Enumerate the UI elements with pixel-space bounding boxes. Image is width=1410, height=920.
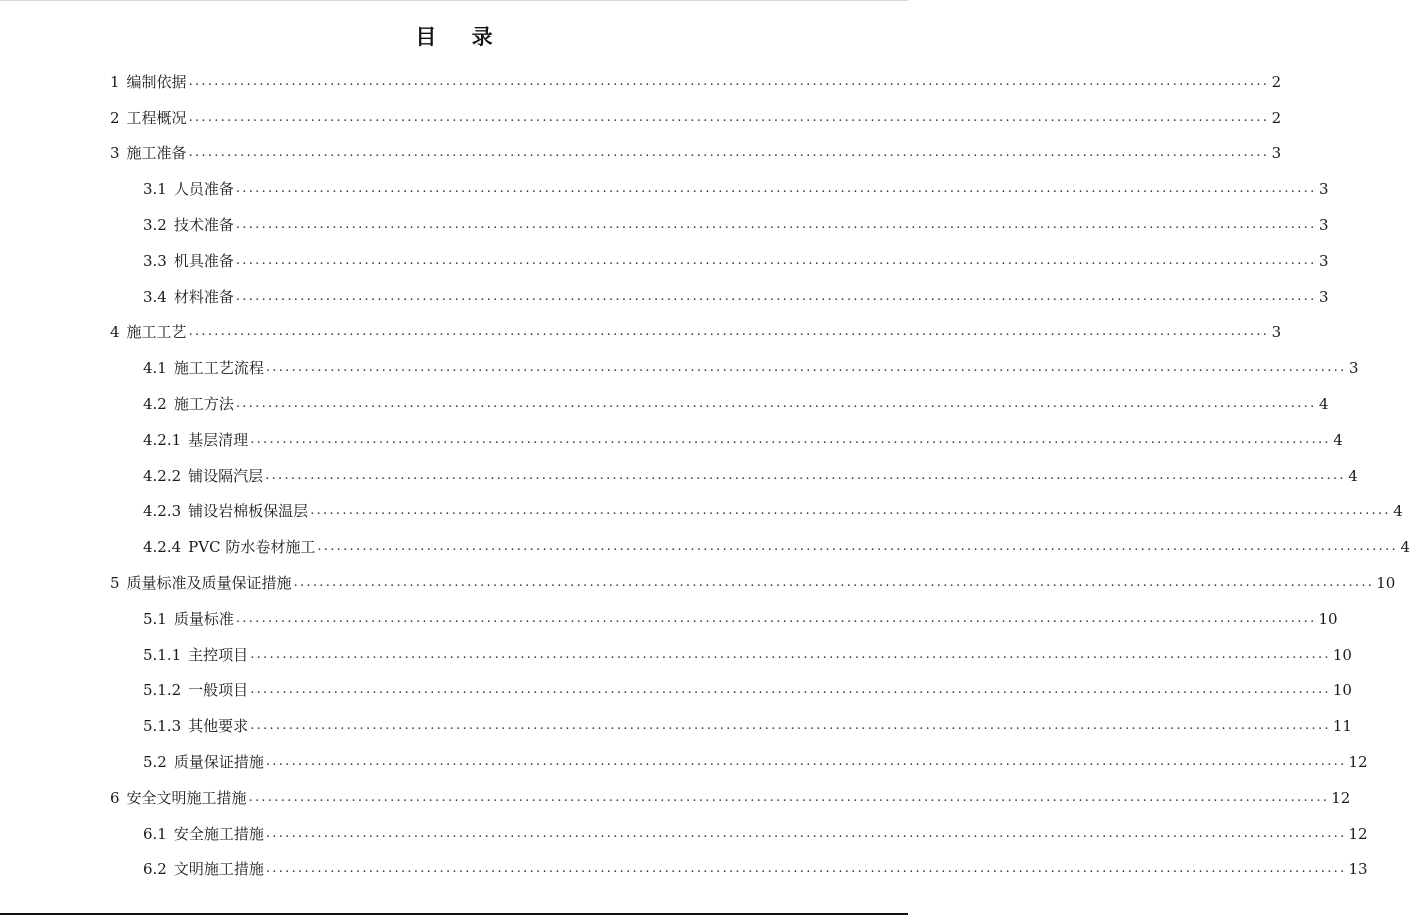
toc-entry[interactable] — [0, 279, 1329, 315]
toc-entry[interactable] — [0, 64, 1282, 100]
toc-entry-title: 材料准备 — [173, 287, 234, 306]
toc-dot-leader: ........................................................................................................................................................................ — [250, 431, 1331, 447]
toc-entry[interactable] — [0, 852, 1368, 888]
toc-dot-leader: ........................................................................................................................................................................ — [235, 288, 1317, 304]
toc-entry-number: 4.1 — [143, 359, 167, 378]
toc-entry-page: 12 — [1331, 788, 1351, 807]
toc-entry-number: 4.2.4 — [143, 538, 182, 557]
toc-entry-title: 施工工艺 — [126, 323, 187, 342]
toc-dot-leader: ........................................................................................................................................................................ — [265, 861, 1347, 877]
toc-entry-page: 10 — [1332, 645, 1352, 664]
toc-entry-title: 文明施工措施 — [173, 860, 264, 879]
toc-entry[interactable] — [0, 350, 1359, 386]
toc-entry-title: 质量保证措施 — [173, 753, 264, 772]
toc-entry-number: 3.3 — [143, 251, 167, 270]
toc-entry[interactable] — [0, 816, 1368, 852]
toc-dot-leader: ........................................................................................................................................................................ — [235, 217, 1317, 233]
toc-dot-leader: ........................................................................................................................................................................ — [235, 181, 1317, 197]
toc-dot-leader: ........................................................................................................................................................................ — [317, 539, 1398, 555]
toc-entry-number: 3.1 — [143, 180, 167, 199]
toc-entry[interactable] — [0, 744, 1368, 780]
toc-entry-title: 质量标准 — [173, 609, 234, 628]
toc-entry-number: 4.2.3 — [143, 502, 182, 521]
toc-entry-page: 4 — [1333, 430, 1343, 449]
toc-entry-page: 10 — [1332, 681, 1352, 700]
toc-entry-number: 4 — [110, 323, 120, 342]
toc-entry-page: 12 — [1348, 824, 1368, 843]
toc-entry-page: 3 — [1271, 323, 1282, 342]
toc-entry-title: 编制依据 — [126, 72, 187, 91]
toc-entry[interactable] — [0, 315, 1282, 351]
toc-entry-page: 10 — [1376, 574, 1396, 593]
toc-dot-leader: ........................................................................................................................................................................ — [188, 109, 1270, 125]
toc-entry-title: 施工工艺流程 — [173, 359, 264, 378]
toc-entry-number: 6.1 — [143, 824, 167, 843]
toc-entry[interactable] — [0, 207, 1329, 243]
toc-entry[interactable] — [0, 243, 1329, 279]
toc-entry[interactable] — [0, 708, 1352, 744]
toc-entry-title: PVC 防水卷材施工 — [188, 538, 316, 557]
toc-entry-number: 5.1.1 — [143, 645, 182, 664]
toc-dot-leader: ........................................................................................................................................................................ — [265, 825, 1347, 841]
toc-entry-title: 机具准备 — [173, 251, 234, 270]
toc-entry-number: 4.2.2 — [143, 466, 182, 485]
toc-entry-title: 质量标准及质量保证措施 — [126, 574, 292, 593]
bottom-rule — [0, 913, 908, 915]
toc-entry-page: 4 — [1400, 538, 1410, 557]
toc-entry-title: 一般项目 — [188, 681, 249, 700]
toc-entry-title: 安全文明施工措施 — [126, 788, 247, 807]
toc-dot-leader: ........................................................................................................................................................................ — [293, 575, 1375, 591]
table-of-contents — [0, 64, 1410, 887]
toc-entry-number: 5.1 — [143, 609, 167, 628]
top-rule — [0, 0, 908, 1]
toc-entry[interactable] — [0, 673, 1352, 709]
toc-entry-page: 3 — [1318, 287, 1329, 306]
toc-dot-leader: ........................................................................................................................................................................ — [235, 396, 1317, 412]
toc-entry[interactable] — [0, 637, 1352, 673]
toc-entry[interactable] — [0, 386, 1329, 422]
toc-dot-leader: ........................................................................................................................................................................ — [235, 610, 1317, 626]
toc-entry-page: 4 — [1348, 466, 1358, 485]
toc-entry-page: 4 — [1393, 502, 1403, 521]
toc-entry[interactable] — [0, 529, 1410, 565]
toc-entry[interactable] — [0, 494, 1403, 530]
toc-entry-number: 4.2.1 — [143, 430, 182, 449]
toc-entry-page: 12 — [1348, 753, 1368, 772]
toc-dot-leader: ........................................................................................................................................................................ — [250, 646, 1331, 662]
toc-entry[interactable] — [0, 171, 1329, 207]
toc-entry[interactable] — [0, 601, 1338, 637]
toc-dot-leader: ........................................................................................................................................................................ — [250, 718, 1331, 734]
toc-entry-title: 主控项目 — [188, 645, 249, 664]
toc-entry-title: 铺设隔汽层 — [188, 466, 264, 485]
toc-entry-title: 技术准备 — [173, 216, 234, 235]
toc-entry-page: 3 — [1318, 216, 1329, 235]
toc-dot-leader: ........................................................................................................................................................................ — [265, 360, 1347, 376]
toc-entry-number: 1 — [110, 72, 120, 91]
toc-dot-leader: ........................................................................................................................................................................ — [265, 467, 1346, 483]
toc-entry[interactable] — [0, 100, 1282, 136]
toc-entry-number: 3 — [110, 144, 120, 163]
toc-entry-page: 3 — [1271, 144, 1282, 163]
page-title: 目 录 — [415, 25, 507, 49]
toc-entry-number: 5.1.3 — [143, 717, 182, 736]
toc-entry-number: 3.4 — [143, 287, 167, 306]
toc-entry[interactable] — [0, 458, 1358, 494]
toc-entry-title: 其他要求 — [188, 717, 249, 736]
toc-entry-page: 11 — [1332, 717, 1352, 736]
toc-dot-leader: ........................................................................................................................................................................ — [250, 682, 1331, 698]
toc-entry-title: 安全施工措施 — [173, 824, 264, 843]
toc-entry-page: 3 — [1318, 251, 1329, 270]
toc-entry-page: 2 — [1271, 72, 1282, 91]
toc-entry-title: 人员准备 — [173, 180, 234, 199]
toc-entry-page: 10 — [1318, 609, 1338, 628]
toc-entry-page: 4 — [1318, 395, 1329, 414]
toc-entry[interactable] — [0, 136, 1282, 172]
toc-entry-title: 铺设岩棉板保温层 — [188, 502, 309, 521]
toc-entry-number: 2 — [110, 108, 120, 127]
toc-entry-title: 施工准备 — [126, 144, 187, 163]
toc-entry-number: 5.1.2 — [143, 681, 182, 700]
toc-entry[interactable] — [0, 780, 1351, 816]
toc-entry-number: 6.2 — [143, 860, 167, 879]
toc-dot-leader: ........................................................................................................................................................................ — [248, 789, 1330, 805]
toc-entry-number: 6 — [110, 788, 120, 807]
toc-entry-title: 基层清理 — [188, 430, 249, 449]
toc-entry-number: 5.2 — [143, 753, 167, 772]
toc-entry-page: 2 — [1271, 108, 1282, 127]
toc-dot-leader: ........................................................................................................................................................................ — [265, 754, 1347, 770]
toc-entry[interactable] — [0, 565, 1396, 601]
toc-entry-number: 3.2 — [143, 216, 167, 235]
toc-entry-page: 13 — [1348, 860, 1368, 879]
toc-entry-number: 5 — [110, 574, 120, 593]
toc-dot-leader: ........................................................................................................................................................................ — [188, 73, 1270, 89]
toc-dot-leader: ........................................................................................................................................................................ — [188, 145, 1270, 161]
toc-entry-page: 3 — [1318, 180, 1329, 199]
toc-entry-title: 施工方法 — [173, 395, 234, 414]
toc-dot-leader: ........................................................................................................................................................................ — [310, 503, 1391, 519]
toc-entry-number: 4.2 — [143, 395, 167, 414]
toc-dot-leader: ........................................................................................................................................................................ — [188, 324, 1270, 340]
toc-entry-title: 工程概况 — [126, 108, 187, 127]
toc-dot-leader: ........................................................................................................................................................................ — [235, 252, 1317, 268]
toc-entry[interactable] — [0, 422, 1343, 458]
toc-entry-page: 3 — [1348, 359, 1359, 378]
